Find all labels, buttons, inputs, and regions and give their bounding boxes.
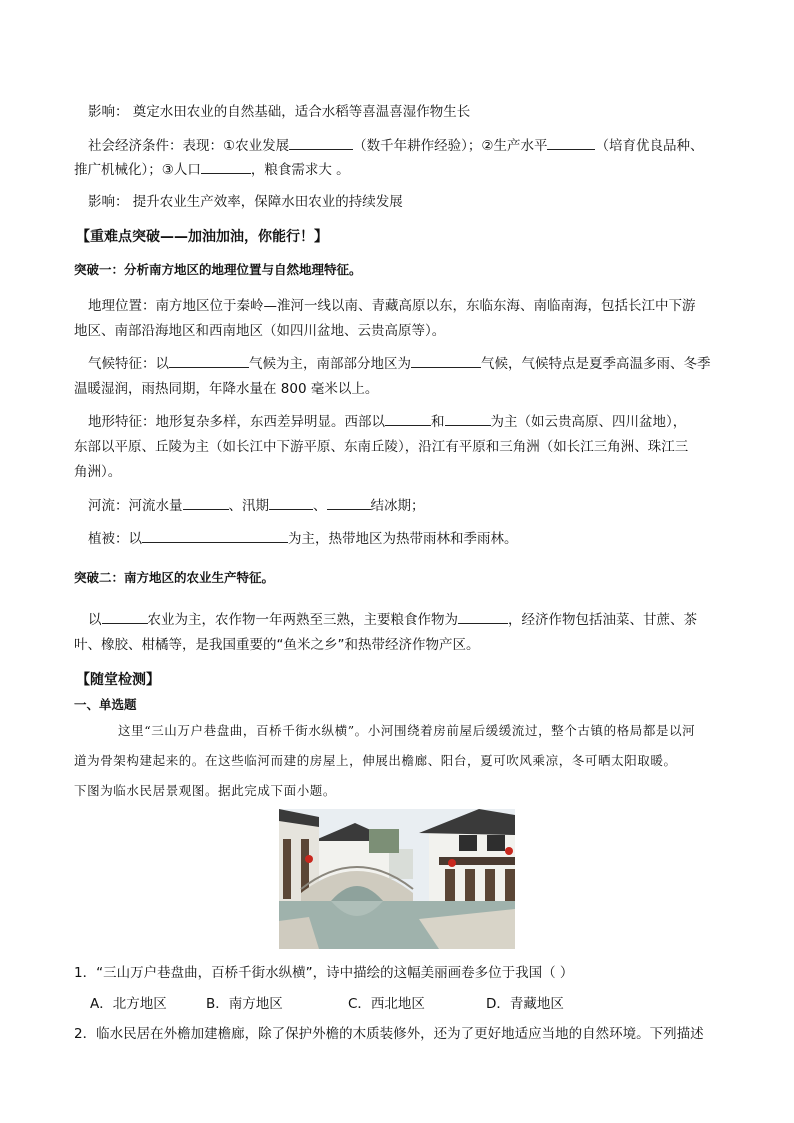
influence-label: 影响： <box>88 104 129 120</box>
text-segment: 社会经济条件：表现：①农业发展 <box>88 138 290 154</box>
geo-location-line-1: 地理位置：南方地区位于秦岭—淮河一线以南、青藏高原以东，东临东海、南临南海，包括长江中下游 <box>88 298 696 314</box>
influence-line-2 <box>88 190 794 210</box>
text-segment: （培育优良品种、 <box>595 138 704 154</box>
text-segment: 、汛期 <box>228 498 269 514</box>
single-choice-heading: 一、单选题 <box>74 697 137 712</box>
waterside-dwelling-photo <box>279 809 515 949</box>
answer-blank <box>547 137 595 150</box>
breakthrough-1-title: 突破一：分析南方地区的地理位置与自然地理特征。 <box>74 262 362 277</box>
text-segment: 、 <box>313 498 327 514</box>
section-heading-quiz: 【随堂检测】 <box>76 672 160 688</box>
influence-label: 影响： <box>88 194 129 210</box>
terrain-line-2: 东部以平原、丘陵为主（如长江中下游平原、东南丘陵），沿江有平原和三角洲（如长江三角洲、珠江三 <box>74 439 689 455</box>
answer-blank <box>385 413 431 426</box>
option-c[interactable]: C．西北地区 <box>348 996 425 1012</box>
terrain-line-3: 角洲）。 <box>74 464 122 480</box>
answer-blank <box>327 497 371 510</box>
text-segment: （数千年耕作经验）；②生产水平 <box>353 138 548 154</box>
influence-line-1 <box>88 100 794 120</box>
text-segment: 河流：河流水量 <box>88 498 183 514</box>
text-segment: 以 <box>88 612 102 628</box>
geo-location-line-2: 地区、南部沿海地区和西南地区（如四川盆地、云贵高原等）。 <box>74 323 446 339</box>
option-d[interactable]: D．青藏地区 <box>486 996 564 1012</box>
agriculture-line-2: 叶、橡胶、柑橘等，是我国重要的“鱼米之乡”和热带经济作物产区。 <box>74 637 480 653</box>
text-segment: 和 <box>431 414 445 430</box>
answer-blank <box>458 611 508 624</box>
answer-blank <box>289 137 353 150</box>
influence-text: 奠定水田农业的自然基础，适合水稻等喜温喜湿作物生长 <box>132 104 471 120</box>
breakthrough-2-title: 突破二：南方地区的农业生产特征。 <box>74 570 275 585</box>
text-segment: 为主，热带地区为热带雨林和季雨林。 <box>288 531 518 547</box>
answer-blank <box>411 355 481 368</box>
text-segment: ，经济作物包括油菜、甘蔗、茶 <box>508 612 697 628</box>
waterside-dwelling-illustration <box>279 809 515 949</box>
text-segment: 气候为主，南部部分地区为 <box>249 356 411 372</box>
agriculture-line-1 <box>88 608 794 628</box>
passage-line-2: 道为骨架构建起来的。在这些临河而建的房屋上，伸展出檐廊、阳台，夏可吹风乘凉，冬可晒太阳取暖。 <box>74 753 677 768</box>
question-2-stem: 2．临水民居在外檐加建檐廊，除了保护外檐的木质装修外，还为了更好地适应当地的自然环境。下列描述 <box>74 1026 704 1042</box>
answer-blank <box>201 161 251 174</box>
answer-blank <box>445 413 491 426</box>
answer-blank <box>102 611 148 624</box>
influence-text: 提升农业生产效率，保障水田农业的持续发展 <box>132 194 403 210</box>
text-segment: 结冰期； <box>370 498 425 514</box>
text-segment: 为主（如云贵高原、四川盆地）， <box>490 414 687 430</box>
question-1-stem: 1．“三山万户巷盘曲，百桥千街水纵横”，诗中描绘的这幅美丽画卷多位于我国（ ） <box>74 965 574 981</box>
text-segment: 推广机械化）；③人口 <box>74 162 201 178</box>
climate-line-2: 温暖湿润，雨热同期，年降水量在 800 毫米以上。 <box>74 381 379 397</box>
passage-line-1: 这里“三山万户巷盘曲，百桥千街水纵横”。小河围绕着房前屋后缓缓流过，整个古镇的格局都是以河 <box>118 723 696 738</box>
text-segment: 气候，气候特点是夏季高温多雨、冬季 <box>481 356 711 372</box>
socioeconomic-line-1 <box>88 134 794 154</box>
answer-blank <box>269 497 313 510</box>
text-segment: 农业为主，农作物一年两熟至三熟，主要粮食作物为 <box>147 612 458 628</box>
answer-blank <box>169 355 249 368</box>
passage-line-3: 下图为临水民居景观图。据此完成下面小题。 <box>74 783 337 798</box>
river-line <box>88 494 794 514</box>
text-segment: 气候特征：以 <box>88 356 169 372</box>
section-heading-breakthrough: 【重难点突破——加油加油，你能行！】 <box>76 229 328 245</box>
text-segment: 地形特征：地形复杂多样，东西差异明显。西部以 <box>88 414 385 430</box>
option-a[interactable]: A．北方地区 <box>90 996 167 1012</box>
text-segment: 植被：以 <box>88 531 142 547</box>
socioeconomic-line-2 <box>74 158 794 178</box>
climate-line-1 <box>88 352 794 372</box>
question-1-options <box>90 992 794 1012</box>
text-segment: ，粮食需求大 。 <box>250 162 350 178</box>
terrain-line-1 <box>88 410 794 430</box>
answer-blank <box>142 530 288 543</box>
answer-blank <box>183 497 229 510</box>
vegetation-line <box>88 527 794 547</box>
option-b[interactable]: B．南方地区 <box>206 996 283 1012</box>
